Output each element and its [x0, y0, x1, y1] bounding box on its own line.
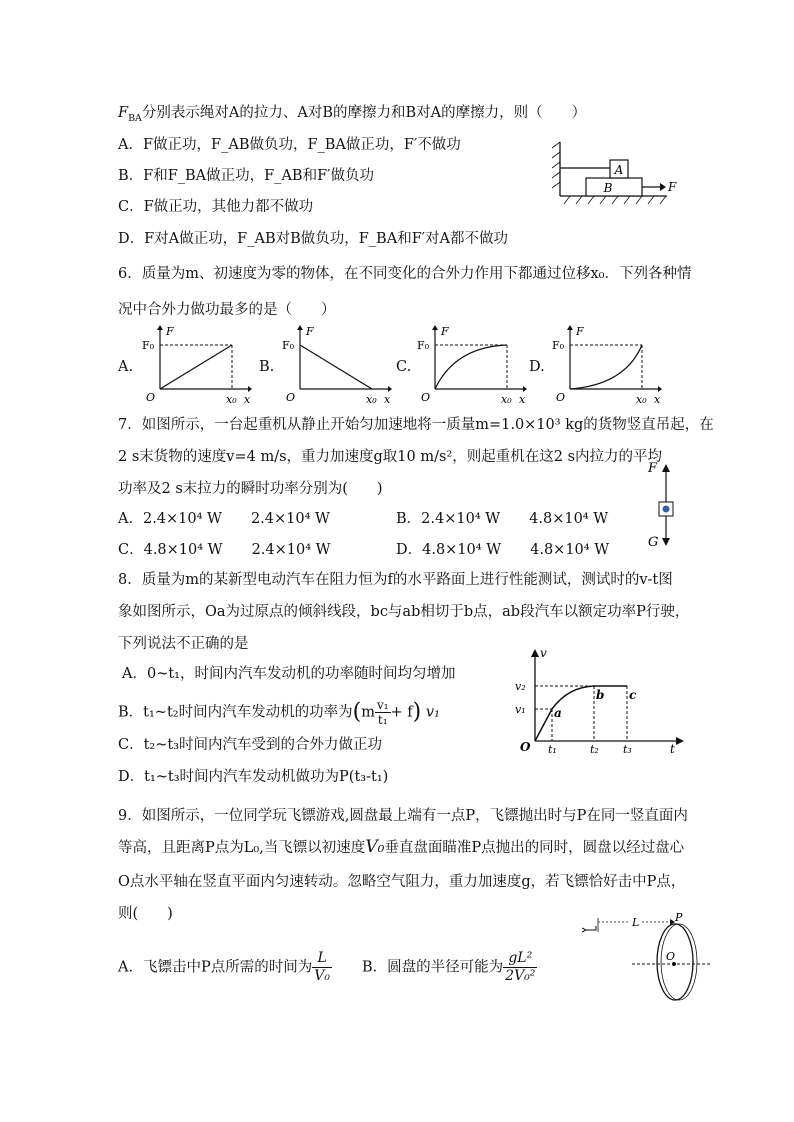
q7-force-figure — [646, 460, 686, 552]
q8-option-a: A．0~t₁，时间内汽车发动机的功率随时间均匀增加 — [122, 666, 456, 682]
q8-vt-graph — [510, 645, 685, 755]
svg-text:F₀: F₀ — [552, 339, 565, 352]
q9-option-b: B．圆盘的半径可能为 $\frac{\text{gL²}}{\text{2V₀²}}$ — [362, 950, 536, 984]
q5-stem: $F_{BA}$分别表示绳对A的拉力、A对B的摩擦力和B对A的摩擦力，则（ ） — [118, 105, 587, 124]
svg-text:x: x — [244, 393, 251, 405]
svg-text:O: O — [666, 950, 676, 963]
q6-stem-1: 6．质量为m、初速度为零的物体，在不同变化的合外力作用下都通过位移x₀．下列各种情 — [118, 266, 692, 282]
svg-text:O: O — [421, 391, 431, 404]
label-f-top: F — [648, 461, 658, 476]
svg-text:v₂: v₂ — [515, 680, 526, 693]
segment-oa — [535, 709, 552, 741]
q7-stem-1: 7．如图所示，一台起重机从静止开始匀加速地将一质量m=1.0×10³ kg的货物竖直吊起，在 — [118, 417, 714, 433]
q6-option-d-label: D. — [529, 359, 545, 375]
svg-text:x₀: x₀ — [636, 393, 647, 405]
q5-option-b: B．F和F_BA做正功，F_AB和F′做负功 — [118, 168, 374, 184]
svg-text:O: O — [286, 391, 296, 404]
q7-option-b: B．2.4×10⁴ W 4.8×10⁴ W — [396, 511, 609, 527]
q7-option-d: D．4.8×10⁴ W 4.8×10⁴ W — [396, 542, 610, 558]
svg-text:t: t — [670, 742, 675, 755]
q6-option-c-label: C. — [396, 359, 412, 375]
q8-stem-3: 下列说法不正确的是 — [118, 636, 249, 652]
svg-text:L: L — [632, 916, 640, 929]
q5-block-figure — [552, 138, 677, 210]
svg-text:F: F — [576, 325, 584, 338]
label-a: A — [614, 163, 624, 177]
curve-c — [435, 345, 507, 389]
svg-text:F₀: F₀ — [282, 339, 295, 352]
curve-a — [160, 345, 232, 389]
q6-graph-a — [140, 323, 252, 405]
force-arrowhead — [660, 183, 666, 191]
svg-text:O: O — [146, 391, 156, 404]
q6-option-a-label: A. — [118, 359, 134, 375]
svg-text:t₃: t₃ — [623, 743, 632, 755]
q7-stem-2: 2 s末货物的速度v=4 m/s，重力加速度g取10 m/s²，则起重机在这2 s内拉力的平均 — [118, 449, 663, 465]
svg-text:P: P — [675, 912, 683, 924]
svg-text:O: O — [520, 740, 531, 754]
q6-graph-b — [280, 323, 392, 405]
q8-option-d: D．t₁~t₃时间内汽车发动机做功为P(t₃-t₁) — [118, 769, 389, 785]
curve-d — [570, 345, 642, 389]
svg-text:x₀: x₀ — [226, 393, 237, 405]
svg-text:F₀: F₀ — [142, 339, 155, 352]
q7-option-a: A．2.4×10⁴ W 2.4×10⁴ W — [118, 511, 330, 527]
label-b: B — [603, 181, 613, 195]
svg-text:t₁: t₁ — [548, 743, 557, 755]
svg-text:F₀: F₀ — [417, 339, 430, 352]
svg-text:F: F — [306, 325, 314, 338]
q6-stem-2: 况中合外力做功最多的是（ ） — [118, 302, 336, 318]
q9-dart-figure — [582, 912, 712, 1004]
q7-option-c: C．4.8×10⁴ W 2.4×10⁴ W — [118, 542, 331, 558]
svg-text:x₀: x₀ — [366, 393, 377, 405]
svg-text:a: a — [554, 706, 562, 720]
svg-text:F: F — [166, 325, 174, 338]
q9-stem-2: 等高，且距离P点为L₀,当飞镖以初速度V₀垂直盘面瞄准P点抛出的同时，圆盘以经过盘心 — [118, 837, 685, 857]
q6-option-b-label: B. — [259, 359, 275, 375]
dart — [582, 926, 596, 932]
q5-option-a: A．F做正功，F_AB做负功，F_BA做正功，F′不做功 — [118, 137, 461, 153]
svg-text:x: x — [384, 393, 391, 405]
q8-stem-1: 8．质量为m的某新型电动汽车在阻力恒为f的水平路面上进行性能测试，测试时的v-t图 — [118, 572, 673, 588]
q9-option-a: A．飞镖击中P点所需的时间为 $\frac{L}{\text{V₀}}$ — [118, 950, 330, 984]
svg-text:t₂: t₂ — [590, 743, 599, 755]
q9-stem-3: O点水平轴在竖直平面内匀速转动。忽略空气阻力，重力加速度g，若飞镖恰好击中P点， — [118, 874, 686, 890]
block-b — [586, 178, 642, 196]
svg-text:x₀: x₀ — [501, 393, 512, 405]
q6-graph-d — [550, 323, 662, 405]
svg-text:v₁: v₁ — [515, 703, 526, 716]
q9-stem-1: 9．如图所示，一位同学玩飞镖游戏,圆盘最上端有一点P，飞镖抛出时与P在同一竖直面内 — [118, 808, 688, 824]
label-g-bottom: G — [648, 535, 659, 550]
q9-stem-4: 则( ) — [118, 906, 173, 922]
q8-option-c: C．t₂~t₃时间内汽车受到的合外力做正功 — [118, 737, 383, 753]
svg-text:b: b — [596, 688, 605, 702]
q8-stem-2: 象如图所示，Oa为过原点的倾斜线段，bc与ab相切于b点，ab段汽车以额定功率P行驶， — [118, 604, 690, 620]
svg-text:c: c — [629, 688, 637, 702]
svg-text:O: O — [556, 391, 566, 404]
q5-option-c: C．F做正功，其他力都不做功 — [118, 199, 314, 215]
svg-text:x: x — [519, 393, 526, 405]
q8-option-b: B．t₁~t₂时间内汽车发动机的功率为(m $\frac{\text{v₁}}{\text{t₁}}$ + f) v₁ — [118, 698, 440, 727]
q6-graph-c — [415, 323, 527, 405]
curve-b — [300, 345, 372, 389]
svg-text:x: x — [654, 393, 661, 405]
q7-stem-3: 功率及2 s末拉力的瞬时功率分别为( ) — [118, 481, 383, 497]
label-f: F — [668, 180, 677, 194]
svg-text:v: v — [540, 646, 547, 660]
svg-text:F: F — [441, 325, 449, 338]
q5-option-d: D．F对A做正功，F_AB对B做负功，F_BA和F′对A都不做功 — [118, 231, 509, 247]
